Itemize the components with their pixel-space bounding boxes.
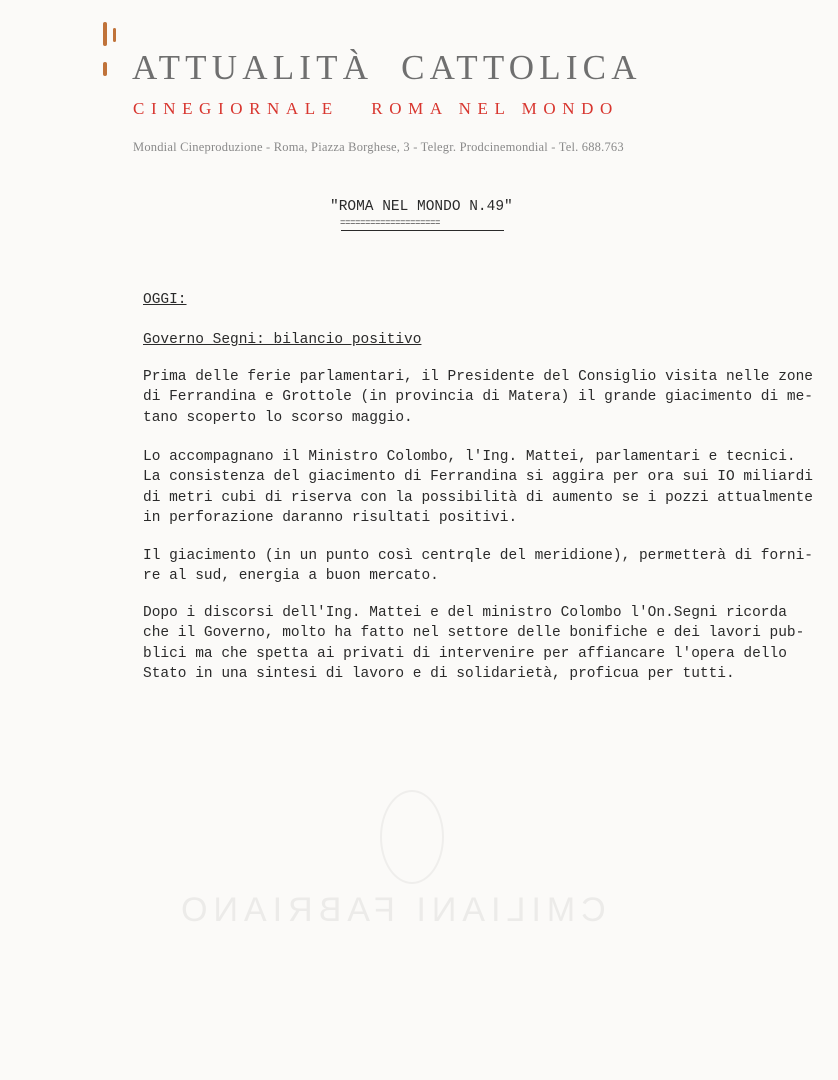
- document-title: "ROMA NEL MONDO N.49": [330, 199, 513, 215]
- letterhead-subtitle: CINEGIORNALE ROMA NEL MONDO: [133, 99, 619, 118]
- paragraph: Dopo i discorsi dell'Ing. Mattei e del ministro Colombo l'On.Segni ricorda che il Governo, molto ha fatto nel settore delle bonifiche e dei lavori pub- blici ma che spetta ai privati di intervenire per affiancare l'opera dello Stato in una sintesi di lavoro e di solidarietà, proficua per tutti.: [143, 605, 805, 682]
- paragraph: Il giacimento (in un punto così centrqle del meridione), permetterà di forni- re al sud, energia a buon mercato.: [143, 548, 814, 585]
- watermark: CMILIANI FABRIANO: [175, 891, 606, 929]
- letterhead-title: ATTUALITÀ CATTOLICA: [132, 48, 642, 87]
- binder-mark: [103, 22, 107, 46]
- title-double-underline: ====================: [340, 218, 441, 228]
- paragraph: Prima delle ferie parlamentari, il Presidente del Consiglio visita nelle zone di Ferrandina e Grottole (in provincia di Matera) il grande giacimento di me- tano scoperto lo scorso maggio.: [143, 369, 814, 426]
- binder-mark: [103, 62, 107, 76]
- paragraph: Lo accompagnano il Ministro Colombo, l'Ing. Mattei, parlamentari e tecnici. La consistenza del giacimento di Ferrandina si aggira per ora sui IO miliardi di metri cubi di riserva con la possibilità di aumento se i pozzi attualmente in perforazione daranno risultati positivi.: [143, 449, 814, 526]
- title-underline-rule: [341, 230, 504, 231]
- watermark-logo: [380, 790, 444, 884]
- article-heading: Governo Segni: bilancio positivo: [143, 332, 422, 348]
- letterhead-address: Mondial Cineproduzione - Roma, Piazza Borghese, 3 - Telegr. Prodcinemondial - Tel. 688.763: [133, 140, 624, 154]
- section-label: OGGI:: [143, 292, 187, 308]
- binder-mark: [113, 28, 116, 42]
